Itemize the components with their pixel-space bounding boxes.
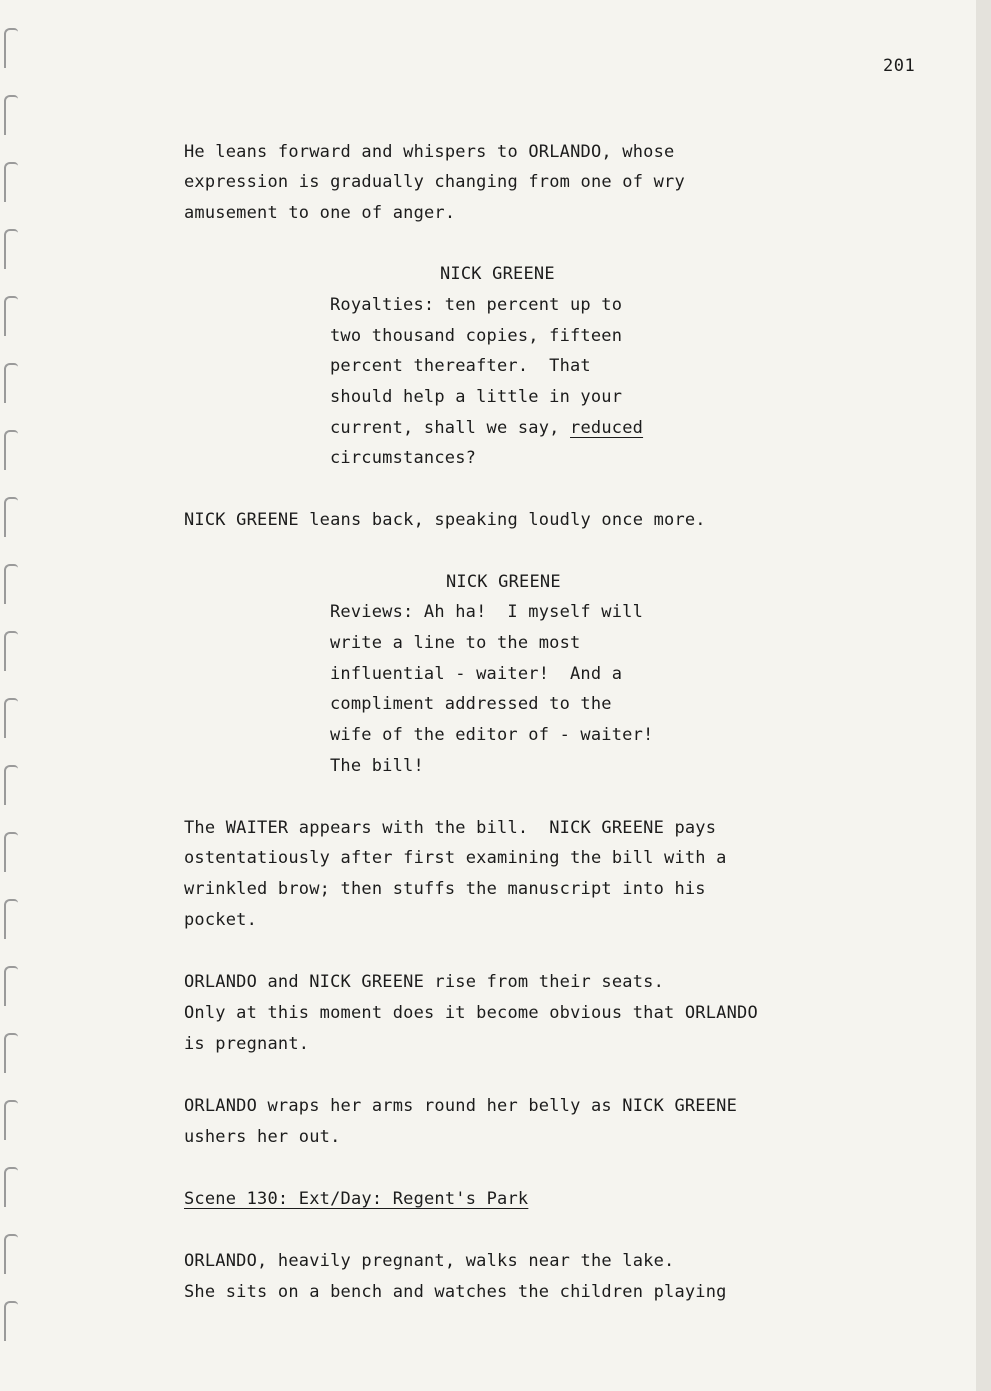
binding-hole bbox=[4, 832, 18, 872]
action-line: ostentatiously after first examining the bill with a bbox=[184, 848, 727, 868]
action-line: pocket. bbox=[184, 910, 258, 930]
dialogue-line: Royalties: ten percent up to bbox=[330, 295, 623, 315]
dialogue-line: circumstances? bbox=[330, 448, 477, 468]
underlined-word: reduced bbox=[570, 418, 644, 438]
dialogue-line: two thousand copies, fifteen bbox=[330, 326, 623, 346]
action-line: ORLANDO and NICK GREENE rise from their seats. bbox=[184, 972, 665, 992]
action-line: expression is gradually changing from one of wry bbox=[184, 172, 685, 192]
dialogue-line: compliment addressed to the bbox=[330, 694, 612, 714]
dialogue-line: influential - waiter! And a bbox=[330, 664, 623, 684]
action-line: He leans forward and whispers to ORLANDO, whose bbox=[184, 142, 675, 162]
binding-hole bbox=[4, 296, 18, 336]
page-edge bbox=[976, 0, 991, 1391]
binding-hole bbox=[4, 430, 18, 470]
action-line: The WAITER appears with the bill. NICK GREENE pays bbox=[184, 818, 717, 838]
dialogue-line bbox=[330, 418, 643, 438]
binding-hole bbox=[4, 162, 18, 202]
dialogue-line: The bill! bbox=[330, 756, 424, 776]
binding-hole bbox=[4, 698, 18, 738]
spiral-binding bbox=[0, 0, 30, 1391]
binding-hole bbox=[4, 1100, 18, 1140]
binding-hole bbox=[4, 564, 18, 604]
page-number: 201 bbox=[883, 56, 916, 76]
dialogue-line: should help a little in your bbox=[330, 387, 623, 407]
action-line: NICK GREENE leans back, speaking loudly once more. bbox=[184, 510, 706, 530]
dialogue-line: percent thereafter. That bbox=[330, 356, 591, 376]
dialogue-text: current, shall we say, bbox=[330, 418, 571, 438]
dialogue-line: Reviews: Ah ha! I myself will bbox=[330, 602, 644, 622]
action-line: ushers her out. bbox=[184, 1127, 341, 1147]
binding-hole bbox=[4, 497, 18, 537]
action-line: ORLANDO wraps her arms round her belly as NICK GREENE bbox=[184, 1096, 738, 1116]
binding-hole bbox=[4, 1167, 18, 1207]
binding-hole bbox=[4, 765, 18, 805]
binding-hole bbox=[4, 966, 18, 1006]
binding-hole bbox=[4, 229, 18, 269]
binding-hole bbox=[4, 363, 18, 403]
binding-hole bbox=[4, 28, 18, 68]
character-cue: NICK GREENE bbox=[446, 572, 561, 592]
binding-hole bbox=[4, 1033, 18, 1073]
action-line: ORLANDO, heavily pregnant, walks near the lake. bbox=[184, 1251, 675, 1271]
binding-hole bbox=[4, 899, 18, 939]
action-line: Only at this moment does it become obvious that ORLANDO bbox=[184, 1003, 758, 1023]
action-line: wrinkled brow; then stuffs the manuscript into his bbox=[184, 879, 706, 899]
action-line: is pregnant. bbox=[184, 1034, 310, 1054]
binding-hole bbox=[4, 1234, 18, 1274]
dialogue-line: wife of the editor of - waiter! bbox=[330, 725, 654, 745]
scene-heading: Scene 130: Ext/Day: Regent's Park bbox=[184, 1189, 529, 1209]
binding-hole bbox=[4, 1301, 18, 1341]
action-line: amusement to one of anger. bbox=[184, 203, 456, 223]
action-line: She sits on a bench and watches the children playing bbox=[184, 1282, 727, 1302]
binding-hole bbox=[4, 631, 18, 671]
binding-hole bbox=[4, 95, 18, 135]
dialogue-line: write a line to the most bbox=[330, 633, 581, 653]
character-cue: NICK GREENE bbox=[440, 264, 555, 284]
